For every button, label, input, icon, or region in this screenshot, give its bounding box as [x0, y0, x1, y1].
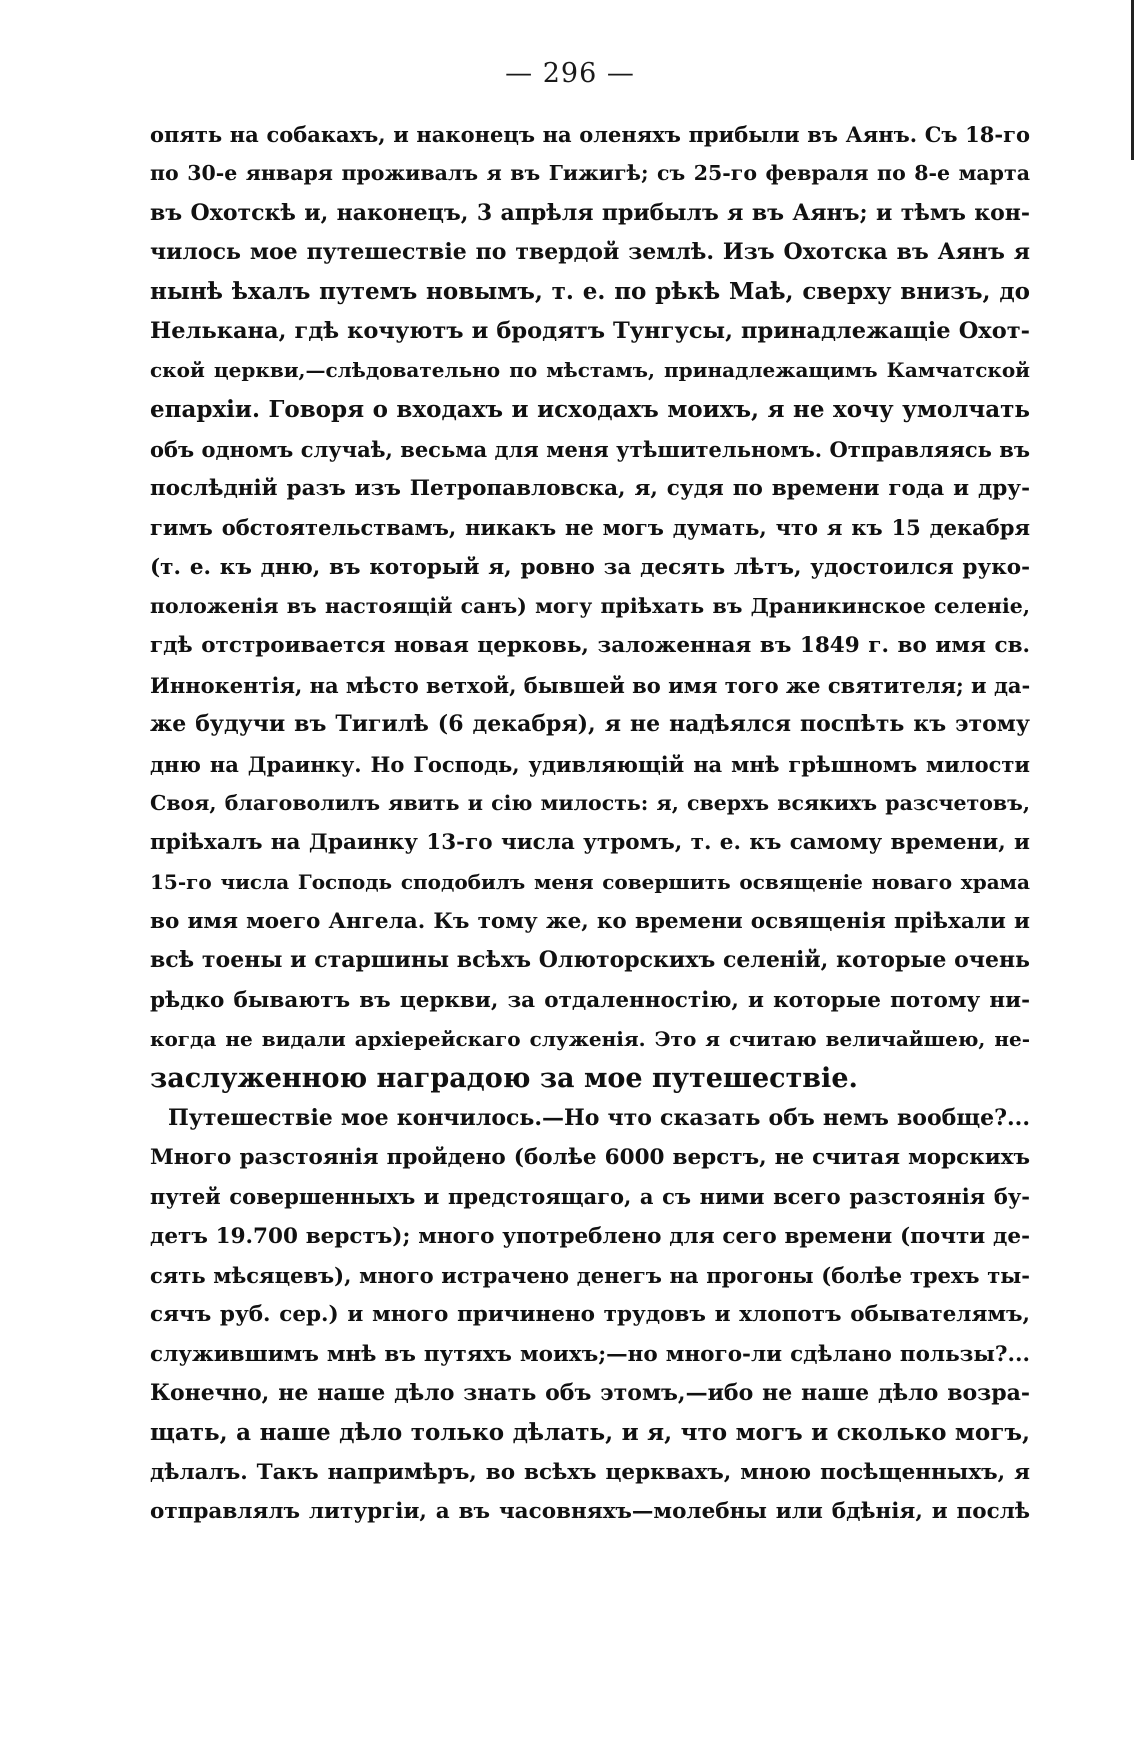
text-line: опять на собакахъ, и наконецъ на оленяхъ прибыли въ Аянъ. Съ 18-го — [150, 122, 1030, 147]
text-line: всѣ тоены и старшины всѣхъ Олюторскихъ селеній, которые очень — [150, 947, 1030, 974]
text-line: отправлялъ литургіи, а въ часовняхъ—молебны или бдѣнія, и послѣ — [150, 1499, 1030, 1525]
text-line: щать, а наше дѣло только дѣлать, и я, что могъ и сколько могъ, — [150, 1419, 1030, 1447]
text-line: Своя, благоволилъ явить и сію милость: я, сверхъ всякихъ разсчетовъ, — [150, 790, 1030, 815]
text-line: детъ 19.700 верстъ); много употреблено для сего времени (почти де- — [150, 1223, 1030, 1249]
text-line: 15-го числа Господь сподобилъ меня совершить освященіе новаго храма — [150, 869, 1030, 894]
text-line: епархіи. Говоря о входахъ и исходахъ моихъ, я не хочу умолчать — [150, 396, 1030, 424]
text-line: (т. е. къ дню, въ который я, ровно за десять лѣтъ, удостоился руко- — [150, 554, 1030, 580]
page-number: — 296 — — [505, 58, 635, 89]
text-line: по 30-е января проживалъ я въ Гижигѣ; съ 25-го февраля по 8-е марта — [150, 161, 1030, 186]
text-line: когда не видали архіерейскаго служенія. Это я считаю величайшею, не- — [150, 1026, 1030, 1051]
text-line: Много разстоянія пройдено (болѣе 6000 верстъ, не считая морскихъ — [150, 1144, 1030, 1170]
page-text — [150, 115, 1030, 1531]
text-line: заслуженною наградою за мое путешествіе. — [150, 1063, 858, 1095]
text-line: пріѣхалъ на Драинку 13-го числа утромъ, т. е. къ самому времени, и — [150, 830, 1030, 856]
text-line: же будучи въ Тигилѣ (6 декабря), я не надѣялся поспѣть къ этому — [150, 711, 1030, 738]
text-line: служившимъ мнѣ въ путяхъ моихъ;—но много-ли сдѣлано пользы?... — [150, 1341, 1030, 1367]
text-line: гимъ обстоятельствамъ, никакъ не могъ думать, что я къ 15 декабря — [150, 515, 1030, 541]
text-line: въ Охотскѣ и, наконецъ, 3 апрѣля прибылъ я въ Аянъ; и тѣмъ кон- — [150, 199, 1030, 226]
text-line: во имя моего Ангела. Къ тому же, ко времени освященія пріѣхали и — [150, 908, 1030, 934]
text-line: сять мѣсяцевъ), много истрачено денегъ на прогоны (болѣе трехъ ты- — [150, 1262, 1030, 1288]
text-line: сячъ руб. сер.) и много причинено трудовъ и хлопотъ обывателямъ, — [150, 1302, 1030, 1328]
text-line: Нелькана, гдѣ кочуютъ и бродятъ Тунгусы, принадлежащіе Охот- — [150, 317, 1030, 344]
text-line: Иннокентія, на мѣсто ветхой, бывшей во имя того же святителя; и да- — [150, 672, 1030, 698]
text-line: ской церкви,—слѣдовательно по мѣстамъ, принадлежащимъ Камчатской — [150, 358, 1030, 383]
paragraph — [150, 1099, 1030, 1532]
text-line: дѣлалъ. Такъ напримѣръ, во всѣхъ церквахъ, мною посѣщенныхъ, я — [150, 1459, 1030, 1485]
text-line: нынѣ ѣхалъ путемъ новымъ, т. е. по рѣкѣ Маѣ, сверху внизъ, до — [150, 278, 1030, 306]
text-line: послѣдній разъ изъ Петропавловска, я, судя по времени года и дру- — [150, 476, 1030, 502]
text-line: чилось мое путешествіе по твердой землѣ. Изъ Охотска въ Аянъ я — [150, 239, 1030, 266]
text-line: Путешествіе мое кончилось.—Но что сказать объ немъ вообще?... — [168, 1104, 1030, 1131]
text-line: объ одномъ случаѣ, весьма для меня утѣшительномъ. Отправляясь въ — [150, 436, 1030, 462]
text-line: рѣдко бываютъ въ церкви, за отдаленностію, и которые потому ни- — [150, 987, 1030, 1013]
text-line: путей совершенныхъ и предстоящаго, а съ ними всего разстоянія бу- — [150, 1184, 1030, 1210]
text-line: гдѣ отстроивается новая церковь, заложенная въ 1849 г. во имя св. — [150, 633, 1030, 659]
text-line: дню на Драинку. Но Господь, удивляющій на мнѣ грѣшномъ милости — [150, 751, 1030, 777]
paragraph — [150, 115, 1030, 1099]
text-line: Конечно, не наше дѣло знать объ этомъ,—ибо не наше дѣло возра- — [150, 1380, 1030, 1406]
text-line: положенія въ настоящій санъ) могу пріѣхать въ Драникинское селеніе, — [150, 594, 1030, 619]
